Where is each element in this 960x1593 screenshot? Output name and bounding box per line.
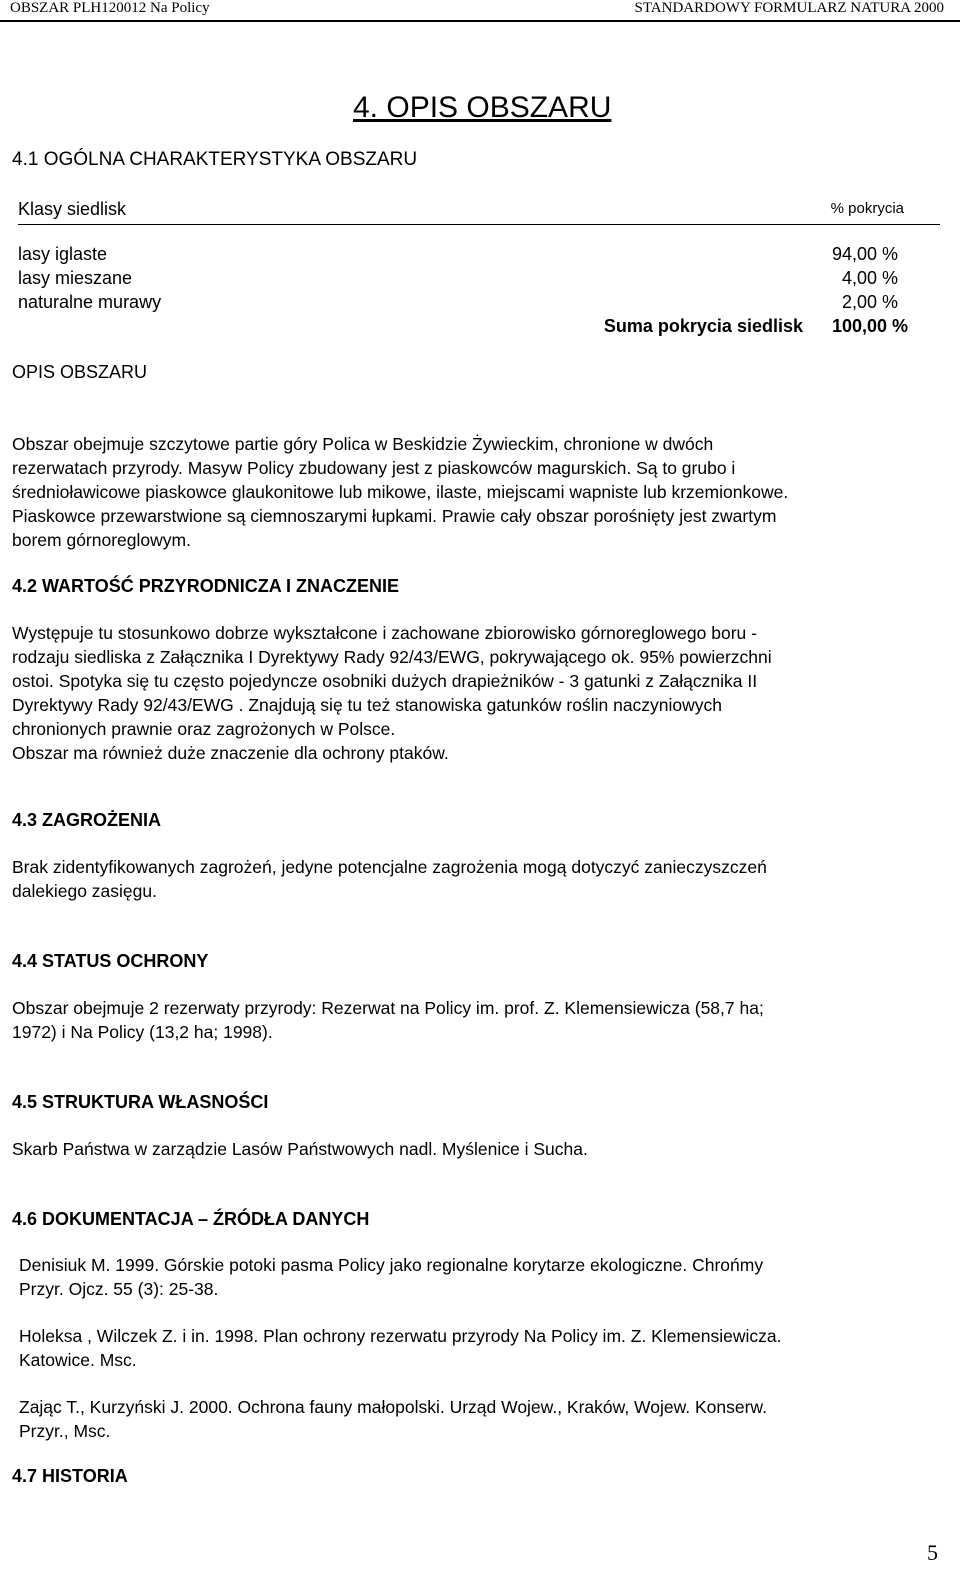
text-line: chronionych prawnie oraz zagrożonych w Polsce. <box>12 719 396 739</box>
text-line: Denisiuk M. 1999. Górskie potoki pasma Policy jako regionalne korytarze ekologiczne. Chrońmy <box>19 1255 764 1275</box>
section-4-2-heading: 4.2 WARTOŚĆ PRZYRODNICZA I ZNACZENIE <box>12 576 400 596</box>
text-line: borem górnoreglowym. <box>12 530 191 550</box>
habitat-name: lasy iglaste <box>18 244 108 264</box>
reference-item <box>19 1253 919 1301</box>
reference-item <box>19 1395 919 1443</box>
text-line: Brak zidentyfikowanych zagrożeń, jedyne potencjalne zagrożenia mogą dotyczyć zanieczyszczeń <box>12 857 767 877</box>
section-4-1-heading: 4.1 OGÓLNA CHARAKTERYSTYKA OBSZARU <box>12 149 418 170</box>
habitat-coverage: 4,00 % <box>841 268 898 288</box>
section-4-3-heading: 4.3 ZAGROŻENIA <box>12 810 162 830</box>
section-4-6-heading: 4.6 DOKUMENTACJA – ŹRÓDŁA DANYCH <box>12 1209 370 1229</box>
section-4-4-heading: 4.4 STATUS OCHRONY <box>12 951 209 971</box>
text-line: Dyrektywy Rady 92/43/EWG . Znajdują się tu też stanowiska gatunków roślin naczyniowych <box>12 695 723 715</box>
text-line: Przyr. Ojcz. 55 (3): 25-38. <box>19 1279 219 1299</box>
habitat-name: lasy mieszane <box>18 268 133 288</box>
section-4-7-heading: 4.7 HISTORIA <box>12 1466 128 1486</box>
text-line: ostoi. Spotyka się tu często pojedyncze osobniki dużych drapieżników - 3 gatunki z Załącznika II <box>12 671 758 691</box>
coverage-column: % pokrycia <box>830 200 904 217</box>
habitat-row <box>18 244 918 268</box>
section-4-5-text <box>12 1137 912 1161</box>
section-4-4-text <box>12 996 912 1044</box>
reference-item <box>19 1324 919 1372</box>
text-line: Obszar obejmuje szczytowe partie góry Polica w Beskidzie Żywieckim, chronione w dwóch <box>12 434 714 454</box>
habitat-sum-row <box>18 316 918 340</box>
text-line: Skarb Państwa w zarządzie Lasów Państwowych nadl. Myślenice i Sucha. <box>12 1139 588 1159</box>
text-line: Piaskowce przewarstwione są ciemnoszarymi łupkami. Prawie cały obszar porośnięty jest zwartym <box>12 506 777 526</box>
site-description-text <box>12 432 912 552</box>
habitat-coverage: 2,00 % <box>841 292 898 312</box>
page-title: 4. OPIS OBSZARU <box>353 91 612 124</box>
page-header <box>0 0 960 22</box>
text-line: Zając T., Kurzyński J. 2000. Ochrona fauny małopolski. Urząd Wojew., Kraków, Wojew. Konserw. <box>19 1397 767 1417</box>
habitat-row <box>18 292 918 316</box>
text-line: Katowice. Msc. <box>19 1350 137 1370</box>
section-4-5-heading: 4.5 STRUKTURA WŁASNOŚCI <box>12 1092 269 1112</box>
habitat-name: naturalne murawy <box>18 292 162 312</box>
habitat-class-column: Klasy siedlisk <box>18 199 127 219</box>
site-description-label: OPIS OBSZARU <box>12 362 148 382</box>
text-line: rezerwatach przyrody. Masyw Policy zbudowany jest z piaskowców magurskich. Są to grubo i <box>12 458 736 478</box>
text-line: średnioławicowe piaskowce glaukonitowe lub mikowe, ilaste, miejscami wapniste lub krzemionkowe. <box>12 482 789 502</box>
habitat-table-header <box>18 199 940 225</box>
text-line: Występuje tu stosunkowo dobrze wykształcone i zachowane zbiorowisko górnoreglowego boru - <box>12 623 757 643</box>
text-line: Obszar obejmuje 2 rezerwaty przyrody: Rezerwat na Policy im. prof. Z. Klemensiewicza (58,7 ha; <box>12 998 764 1018</box>
text-line: 1972) i Na Policy (13,2 ha; 1998). <box>12 1022 273 1042</box>
sum-label: Suma pokrycia siedlisk <box>603 316 803 336</box>
page-number: 5 <box>927 1540 938 1565</box>
habitat-row <box>18 268 918 292</box>
text-line: dalekiego zasięgu. <box>12 881 157 901</box>
header-form-name: STANDARDOWY FORMULARZ NATURA 2000 <box>634 0 944 16</box>
habitat-coverage: 94,00 % <box>831 244 898 264</box>
sum-value: 100,00 % <box>831 316 908 336</box>
header-site-code: OBSZAR PLH120012 Na Policy <box>10 0 210 16</box>
text-line: Przyr., Msc. <box>19 1421 111 1441</box>
text-line: Holeksa , Wilczek Z. i in. 1998. Plan ochrony rezerwatu przyrody Na Policy im. Z. Klemensiewicza. <box>19 1326 782 1346</box>
section-4-2-text <box>12 621 912 765</box>
text-line: Obszar ma również duże znaczenie dla ochrony ptaków. <box>12 743 449 763</box>
text-line: rodzaju siedliska z Załącznika I Dyrektywy Rady 92/43/EWG, pokrywającego ok. 95% powierzchni <box>12 647 772 667</box>
section-4-3-text <box>12 855 912 903</box>
